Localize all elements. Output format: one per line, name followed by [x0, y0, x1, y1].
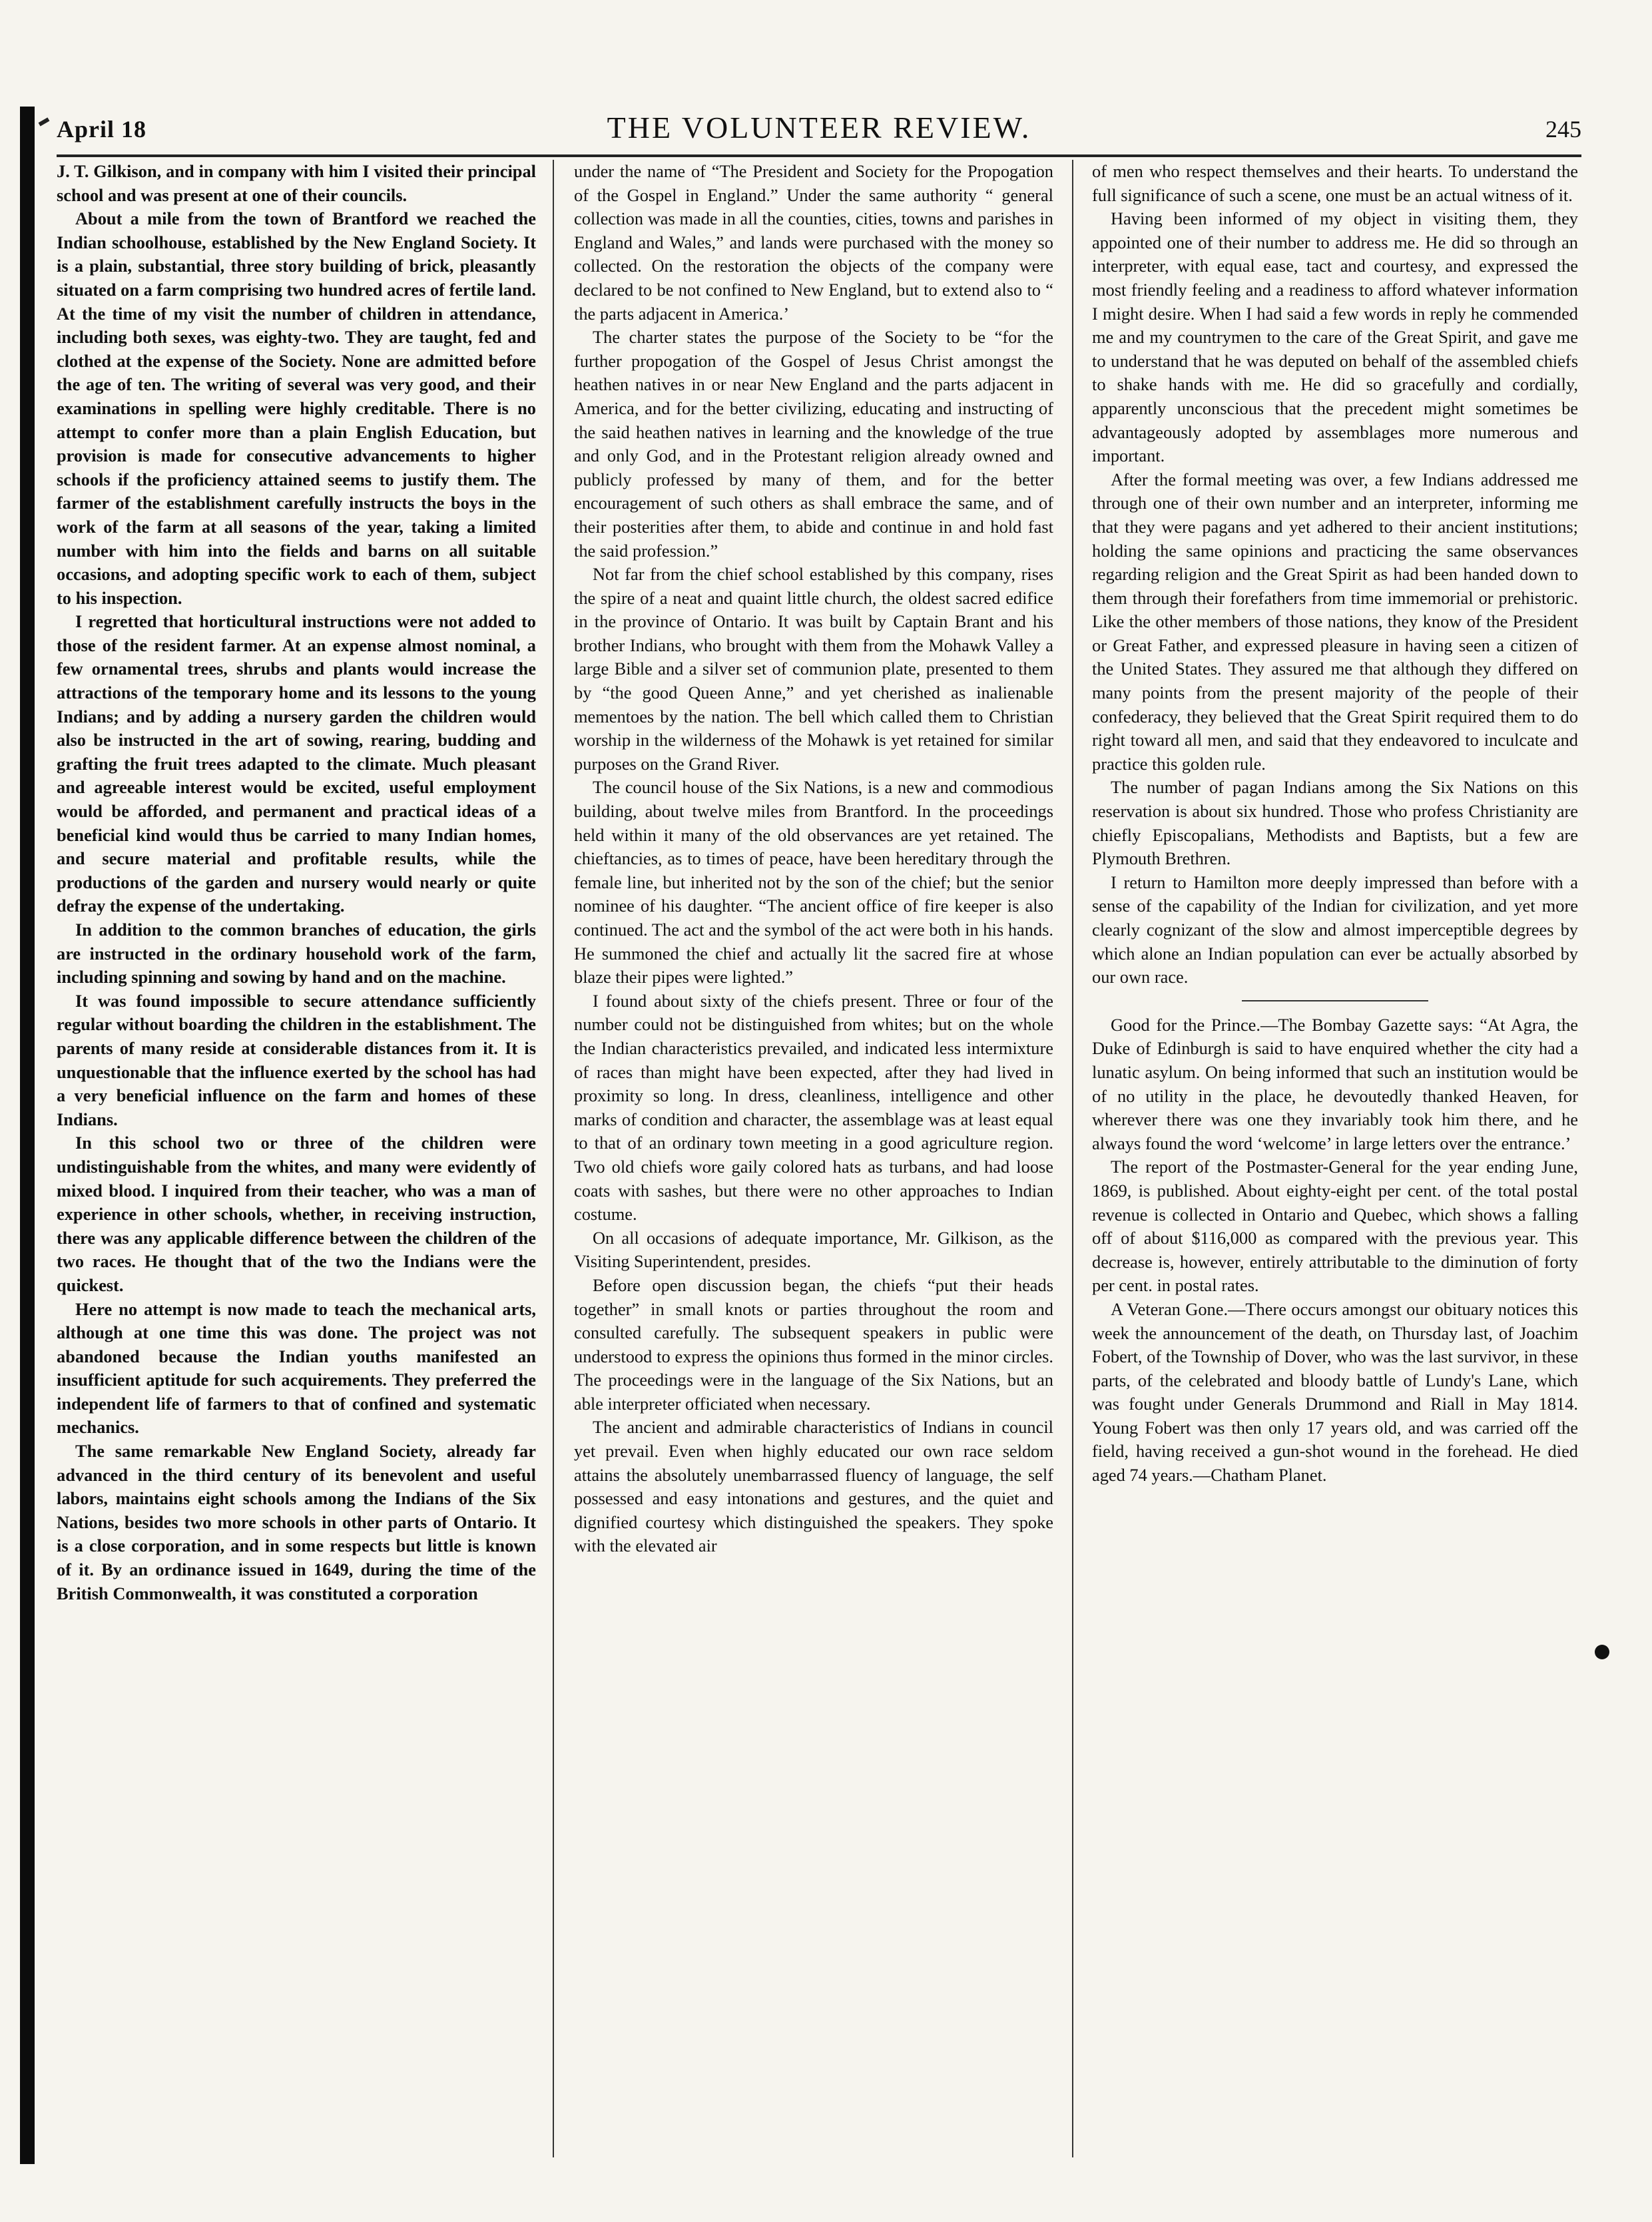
news-item: Good for the Prince.—The Bombay Gazette says: “At Agra, the Duke of Edinburgh is said to have enquired whether the city had a lunatic asylum. On being informed that such an institution would be of no utility in the place, he devoutedly thanked Heaven, for wherever there was one they invariably took him there, and he always found the word ‘welcome’ in large letters over the entrance.’	[1092, 1014, 1578, 1153]
header-date: April 18	[57, 116, 147, 142]
paragraph: In addition to the common branches of education, the girls are instructed in the ordinary household work of the farm, including spinning and sowing by hand and on the machine.	[57, 920, 536, 987]
paragraph: After the formal meeting was over, a few Indians addressed me through one of their own number and an interpreter, informing me that they were pagans and yet adhered to their ancient institutions; holding the same opinions and practicing the same observances regarding religion and the Great Spirit as had been handed down to them through their forefathers from time immemorial or prehistoric. Like the other members of those nations, they know of the President or Great Father, and expressed pleasure in having seen a citizen of the United States. They assured me that although they differed on many points from the present majority of the people of their confederacy, they believed that the Great Spirit required them to do right toward all men, and said that they endeavored to inculcate and practice this golden rule.	[1092, 469, 1578, 774]
paragraph: The same remarkable New England Society, already far advanced in the third century of its benevolent and useful labors, maintains eight schools among the Indians of the Six Nations, besides two more schools in other parts of Ontario. It is a close corporation, and in some respects but little is known of it. By an ordinance issued in 1649, during the time of the British Commonwealth, it was constituted a corporation	[57, 1441, 536, 1603]
paragraph: About a mile from the town of Brantford we reached the Indian schoolhouse, established by the New England Society. It is a plain, substantial, three story building of brick, pleasantly situated on a farm comprising two hundred acres of fertile land. At the time of my visit the number of children in attendance, including both sexes, was eighty-two. They are taught, fed and clothed at the expense of the Society. None are admitted before the age of ten. The writing of several was very good, and their examinations in spelling were highly creditable. There is no attempt to confer more than a plain English Education, but provision is made for consecutive advancements to higher schools if the proficiency attained seems to justify them. The farmer of the establishment carefully instructs the boys in the work of the farm at all seasons of the year, taking a limited number with him into the fields and barns on all suitable occasions, and adopting specific work to each of them, subject to his inspection.	[57, 208, 536, 608]
column-rule-2	[1072, 160, 1073, 2157]
news-item: A Veteran Gone.—There occurs amongst our obituary notices this week the announcement of the death, on Thursday last, of Joachim Fobert, of the Township of Dover, who was the last survivor, in these parts, of the celebrated and bloody battle of Lundy's Lane, which was fought under Generals Drummond and Riall in May 1814. Young Fobert was then only 17 years old, and was carried off the field, having received a gun-shot wound in the forehead. He died aged 74 years.—Chatham Planet.	[1092, 1298, 1578, 1486]
paragraph: I return to Hamilton more deeply impressed than before with a sense of the capability of the Indian for civilization, and yet more clearly cognizant of the slow and almost imperceptible degrees by which alone an Indian population can ever be actually absorbed by our own race.	[1092, 872, 1578, 987]
binding-shadow	[20, 107, 35, 2164]
paragraph: J. T. Gilkison, and in company with him I visited their principal school and was present at one of their councils.	[57, 161, 536, 205]
header-rule	[57, 154, 1581, 157]
paragraph: Here no attempt is now made to teach the mechanical arts, although at one time this was done. The project was not abandoned because the Indian youths manifested an insufficient aptitude for such acquirements. They preferred the independent life of farmers to that of confined and systematic mechanics.	[57, 1298, 536, 1438]
paragraph: under the name of “The President and Society for the Propogation of the Gospel in England.” Under the same authority “ general collection was made in all the counties, cities, towns and parishes in England and Wales,” and lands were purchased with the money so collected. On the restoration the objects of the company were declared to be not confined to New England, but to extend also to “ the parts adjacent in America.’	[574, 161, 1053, 324]
margin-mark	[39, 117, 50, 126]
column-3	[1092, 160, 1578, 2151]
header-title: THE VOLUNTEER REVIEW.	[607, 111, 1031, 144]
news-item: The report of the Postmaster-General for the year ending June, 1869, is published. About eighty-eight per cent. of the total postal revenue is collected in Ontario and Quebec, which shows a falling off of about $116,000 as compared with the previous year. This decrease is, however, entirely attributable to the diminution of forty per cent. in postal rates.	[1092, 1157, 1578, 1296]
section-rule	[1242, 1000, 1428, 1001]
paragraph: On all occasions of adequate importance, Mr. Gilkison, as the Visiting Superintendent, presides.	[574, 1227, 1053, 1272]
column-2	[574, 160, 1053, 2151]
paragraph: The number of pagan Indians among the Six Nations on this reservation is about six hundred. Those who profess Christianity are chiefly Episcopalians, Methodists and Baptists, but a few are Plymouth Brethren.	[1092, 777, 1578, 869]
paragraph: In this school two or three of the children were undistinguishable from the whites, and many were evidently of mixed blood. I inquired from their teacher, who was a man of experience in other schools, whether, in receiving instruction, there was any applicable difference between the children of the two races. He thought that of the two the Indians were the quickest.	[57, 1133, 536, 1295]
paragraph: It was found impossible to secure attendance sufficiently regular without boarding the children in the establishment. The parents of many reside at considerable distances from it. It is unquestionable that the influence exerted by the school has had a very beneficial influence on the farm and homes of these Indians.	[57, 990, 536, 1129]
paragraph: Before open discussion began, the chiefs “put their heads together” in small knots or parties throughout the room and consulted carefully. The subsequent speakers in public were understood to express the opinions thus formed in the minor circles. The proceedings were in the language of the Six Nations, but an able interpreter officiated when necessary.	[574, 1274, 1053, 1414]
page-header	[57, 110, 1581, 150]
column-rule-1	[553, 160, 554, 2157]
column-1	[57, 160, 536, 2151]
paragraph: The charter states the purpose of the Society to be “for the further propogation of the Gospel of Jesus Christ amongst the heathen natives in or near New England and the parts adjacent in America, and for the better civilizing, educating and instructing of the said heathen natives in learning and the knowledge of the true and only God, and in the Protestant religion already owned and publicly professed by many of them, and for the better encouragement of such others as shall embrace the same, and of their posterities after them, to abide and continue in and hold fast the said profession.”	[574, 327, 1053, 561]
paragraph: The council house of the Six Nations, is a new and commodious building, about twelve miles from Brantford. In the proceedings held within it many of the old observances are yet retained. The chieftancies, as to times of peace, have been hereditary through the female line, but inherited not by the son of the chief; but the senior nominee of his daughter. “The ancient office of fire keeper is also continued. The act and the symbol of the act were both in his hands. He summoned the chief and actually lit the sacred fire at whose blaze their pipes were lighted.”	[574, 777, 1053, 987]
paragraph: Not far from the chief school established by this company, rises the spire of a neat and quaint little church, the oldest sacred edifice in the province of Ontario. It was built by Captain Brant and his brother Indians, who brought with them from the Mohawk Valley a large Bible and a silver set of communion plate, presented to them by “the good Queen Anne,” and yet cherished as inalienable mementoes by the nation. The bell which called them to Christian worship in the wilderness of the Mohawk is yet retained for similar purposes on the Grand River.	[574, 564, 1053, 774]
header-page-number: 245	[1545, 116, 1581, 142]
paragraph: The ancient and admirable characteristics of Indians in council yet prevail. Even when highly educated our own race seldom attains the absolutely unembarrassed fluency of language, the self possessed and easy intonations and gestures, and the quiet and dignified courtesy which distinguished the speakers. They spoke with the elevated air	[574, 1417, 1053, 1556]
paragraph: Having been informed of my object in visiting them, they appointed one of their number to address me. He did so through an interpreter, with equal ease, tact and courtesy, and expressed the most friendly feeling and a readiness to afford whatever information I might desire. When I had said a few words in reply he commended me and my countrymen to the care of the Great Spirit, and gave me to understand that he was deputed on behalf of the assembled chiefs to shake hands with me. He did so gracefully and cordially, apparently unconscious that the precedent might sometimes be advantageously adopted by assemblages more numerous and important.	[1092, 208, 1578, 466]
paragraph: of men who respect themselves and their hearts. To understand the full significance of such a scene, one must be an actual witness of it.	[1092, 161, 1578, 205]
paragraph: I regretted that horticultural instructions were not added to those of the resident farmer. At an expense almost nominal, a few ornamental trees, shrubs and plants would increase the attractions of the temporary home and its lessons to the young Indians; and by adding a nursery garden the children would also be instructed in the art of sowing, rearing, budding and grafting the fruit trees adapted to the climate. Much pleasant and agreeable interest would be excited, useful employment would be afforded, and permanent and practical ideas of a beneficial kind would thus be carried to many Indian homes, and secure material and profitable results, while the productions of the garden and nursery would nearly or quite defray the expense of the undertaking.	[57, 611, 536, 916]
paragraph: I found about sixty of the chiefs present. Three or four of the number could not be distinguished from whites; but on the whole the Indian characteristics prevailed, and indicated less intermixture of races than might have been expected, after they had lived in proximity so long. In dress, cleanliness, intelligence and other marks of condition and character, the assemblage was at least equal to that of an ordinary town meeting in a good agriculture region. Two old chiefs wore gaily colored hats as turbans, and had loose coats with sashes, but there were no other approaches to Indian costume.	[574, 990, 1053, 1225]
ink-dot	[1595, 1645, 1609, 1659]
